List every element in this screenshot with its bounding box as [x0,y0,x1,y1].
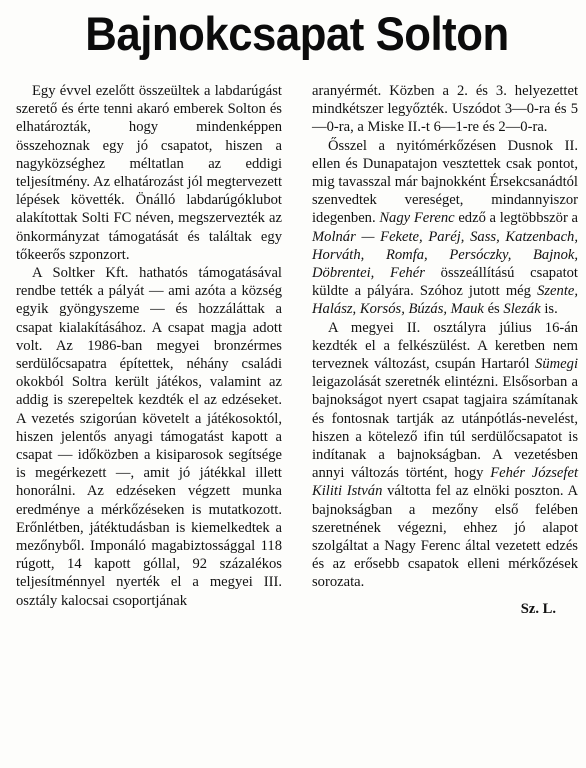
coach-name: Nagy Ferenc [379,210,455,227]
paragraph-season [312,137,578,319]
paragraph-results: aranyérmét. Közben a 2. és 3. helyezettet mindkétszer legyőzték. Uszódot 3—0-ra és 5—0-ra, a Miske II.-t 6—1-re és 2—0-ra. [312,83,578,136]
left-column [16,82,282,618]
last-substitute: Slezák [503,301,541,318]
author-signature: Sz. L. [520,600,556,617]
right-column [312,82,578,618]
prep-text-b: leigazolását szeretnék elintézni. Elsősorban a bajnokságot nyert csapat tagjaira számítanak és fontosnak tartják az utánpótlás-nevelést, hiszen a kötelező ifin túl serdülőcsapatot is indítanak a bajnokságban. A vezetésben annyi változás történt, hogy [312,374,578,482]
paragraph-intro: Egy évvel ezelőtt összeültek a labdarúgást szerető és érte tenni akaró emberek Solton és elhatározták, hogy mindenképpen összehoznak egy jó csapatot, hiszen a nagyközséghez méltatlan az eddigi teljesítmény. Az elhatározást jól megtervezett lépések követték. Önálló labdarúgóklubot alakítottak Solti FC néven, megszervezték az önkormányzat támogatását és találtak egy tőkeerős szponzort. [16,83,282,263]
prep-text-a: A megyei II. osztályra július 16-án kezdték el a felkészülést. A keretben nem terveznek változást, csupán Hartaról [312,319,578,373]
paragraph-preparation [312,319,578,592]
transfer-name: Sümegi [535,356,578,373]
lineup-names: Molnár — Fekete, Paréj, Sass, Katzenbach, Horváth, Romfa, Persóczky, Bajnok, Döbrentei, Fehér [312,228,578,282]
president-names: Fehér Józsefet Kiliti István [312,465,578,500]
substitute-names: Szente, Halász, Korsós, Búzás, Mauk [312,283,578,318]
paragraph-sponsor: A Soltker Kft. hathatós támogatásával rendbe tették a pályát — ami azóta a község egyik gyöngyszeme — és hozzáláttak a csapat kialakításához. A csapat magja adott volt. Az 1986-ban megyei bronzérmes serdülőcsapatra építettek, néhány családi okokból Soltra került játékos, valamint az addig is szerepeltek kezdték el az edzéseket. A vezetés szigorúan követelt a játékosoktól, hiszen jelentős anyagi támogatást kapott a csapat — időközben a kisiparosok segítsége is megérkezett —, amit jó játékkal illett honorálni. Az edzéseken végzett munka eredménye a mérkőzéseken is mutatkozott. Erőnlétben, játéktudásban is kiemelkedtek a mezőnyből. Imponáló magabiztossággal 118 rúgott, 14 kapott góllal, 92 százalékos teljesítménnyel nyerték el a megyei III. osztály kalocsai csoportjának [16,265,282,609]
season-text-a: Ősszel a nyitómérkőzésen Dusnok II. ellen és Dunapatajon vesztettek csak pontot, mig tavasszal már bajnokként Érsekcsanádtól szenvedtek vereséget, mindannyiszor idegenben. [312,137,578,227]
prep-text-c: váltotta fel az elnöki poszton. A bajnokságban a mezőny első felében szeretnének végezni, ehhez jó alapot szolgáltat a Nagy Ferenc által vezetett edzés és az erősebb csapatok elleni mérkőzések sorozata. [312,483,579,591]
season-and: és [487,301,500,318]
season-text-b: edző a legtöbbször a [458,210,578,227]
season-end: is. [544,301,558,318]
article-headline: Bajnokcsapat Solton [85,7,509,60]
season-text-c: összeállítású csapatot küldte a pályára. Szóhoz jutott még [312,265,578,300]
article-body [16,82,578,618]
